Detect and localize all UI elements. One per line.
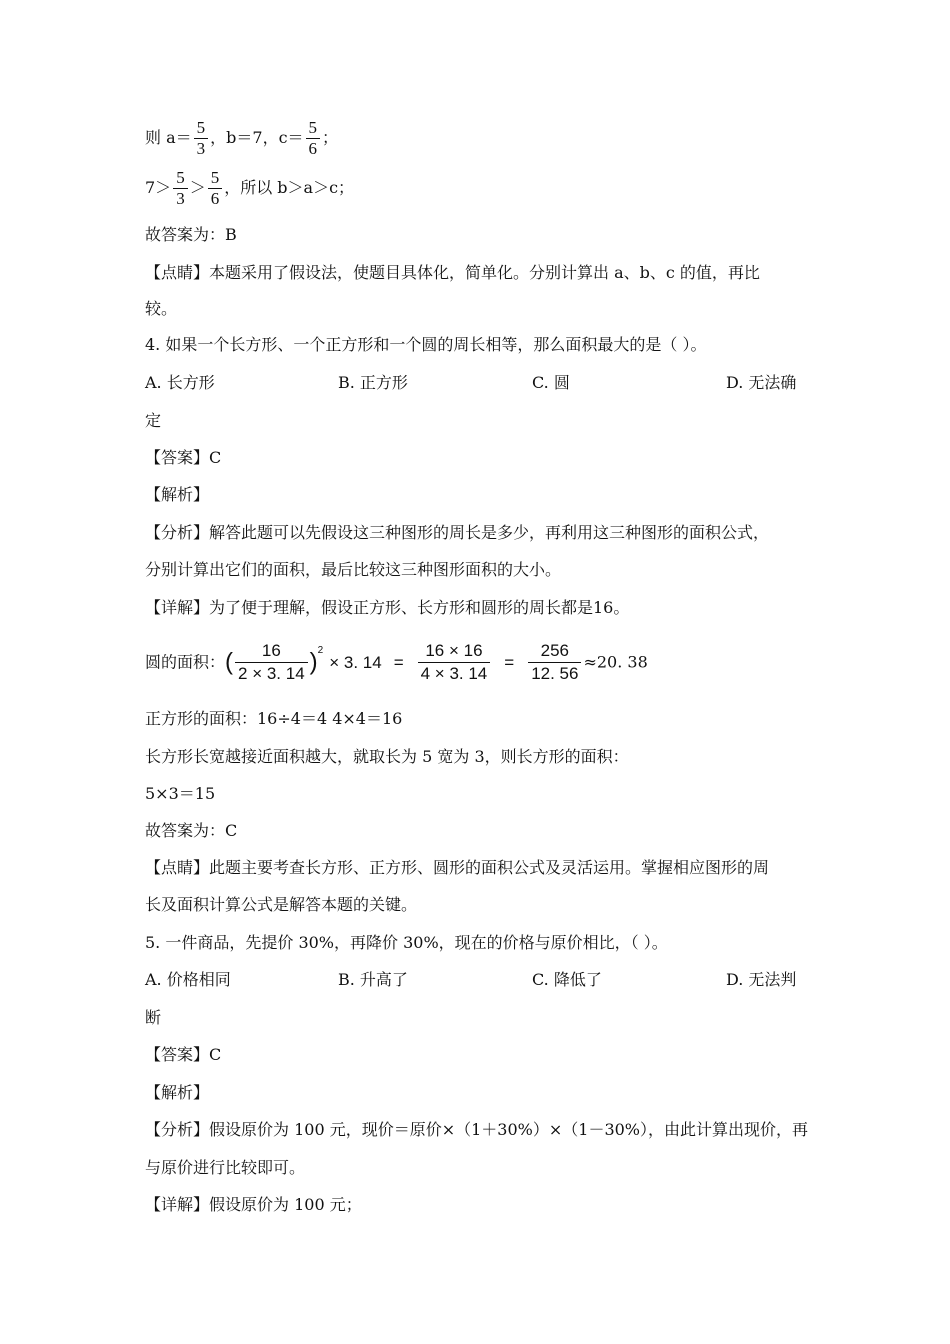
comparison-line [145, 168, 354, 209]
q5-option-b: B. 升高了 [338, 970, 408, 989]
equals: = [504, 652, 515, 672]
rect-area-calc: 5×3＝15 [145, 784, 216, 803]
q5-analysis: 【分析】假设原价为 100 元，现价＝原价×（1＋30%）×（1－30%），由此计算出现价，再 [145, 1120, 809, 1139]
fraction-5-6: $\frac{5}{6}$ [208, 168, 223, 209]
fraction-16x16-over-4pi: $\frac{16 \times 16}{4 \times 3. 14}$ [418, 640, 491, 685]
note-line: 【点睛】本题采用了假设法，使题目具体化，简单化。分别计算出 a、b、c 的值，再比 [145, 263, 760, 282]
approx-result: ≈20. 38 [583, 652, 648, 672]
question-4: 4. 如果一个长方形、一个正方形和一个圆的周长相等，那么面积最大的是（ ）。 [145, 335, 707, 354]
text: ＞ [189, 178, 206, 197]
square-area: 正方形的面积：16÷4＝4 4×4＝16 [145, 709, 403, 728]
times-pi: × 3. 14 [329, 652, 382, 672]
fraction-c: $\frac{5}{6}$ [306, 118, 321, 159]
open-paren: ( [225, 648, 234, 676]
text: ，b＝7，c＝ [210, 128, 304, 147]
q4-answer: 【答案】C [145, 448, 222, 467]
text: ，所以 b＞a＞c； [224, 178, 355, 197]
q5-option-a: A. 价格相同 [145, 970, 231, 989]
fraction-a: $\frac{5}{3}$ [194, 118, 209, 159]
text: ； [322, 128, 339, 147]
q5-analysis: 与原价进行比较即可。 [145, 1158, 306, 1177]
q4-note: 【点睛】此题主要考查长方形、正方形、圆形的面积公式及灵活运用。掌握相应图形的周 [145, 858, 770, 877]
fraction-16-over-2pi: $\frac{16}{2 \times 3. 14}$ [235, 640, 308, 685]
answer-line: 故答案为：B [145, 225, 237, 244]
q5-option-d: D. 无法判 [726, 970, 797, 989]
circle-area-formula [145, 638, 648, 687]
q5-option-c: C. 降低了 [532, 970, 602, 989]
q5-answer: 【答案】C [145, 1045, 222, 1064]
q5-analysis-head: 【解析】 [145, 1083, 210, 1102]
q4-option-c: C. 圆 [532, 373, 570, 392]
q5-option-wrap: 断 [145, 1008, 162, 1027]
equals: = [393, 652, 404, 672]
text: 则 a＝ [145, 128, 192, 147]
text: 7＞ [145, 178, 172, 197]
q4-option-wrap: 定 [145, 411, 162, 430]
formula-label: 圆的面积： [145, 652, 226, 672]
exponent: 2 [317, 644, 324, 656]
q4-detail: 【详解】为了便于理解，假设正方形、长方形和圆形的周长都是16。 [145, 598, 630, 617]
q4-analysis-head: 【解析】 [145, 485, 210, 504]
q4-final-answer: 故答案为：C [145, 821, 238, 840]
q5-detail: 【详解】假设原价为 100 元； [145, 1195, 362, 1214]
q4-note: 长及面积计算公式是解答本题的关键。 [145, 895, 418, 914]
q4-analysis: 分别计算出它们的面积，最后比较这三种图形面积的大小。 [145, 560, 562, 579]
close-paren: ) [309, 648, 318, 676]
fraction-256-over-1256: $\frac{256}{12. 56}$ [528, 640, 581, 685]
note-line: 较。 [145, 299, 178, 318]
q4-option-d: D. 无法确 [726, 373, 797, 392]
rect-area: 长方形长宽越接近面积越大，就取长为 5 宽为 3，则长方形的面积： [145, 747, 629, 766]
values-line [145, 118, 338, 159]
q4-option-a: A. 长方形 [145, 373, 215, 392]
question-5: 5. 一件商品，先提价 30%，再降价 30%，现在的价格与原价相比，（ ）。 [145, 933, 668, 952]
q4-analysis: 【分析】解答此题可以先假设这三种图形的周长是多少，再利用这三种图形的面积公式， [145, 523, 770, 542]
fraction-5-3: $\frac{5}{3}$ [173, 168, 188, 209]
q4-option-b: B. 正方形 [338, 373, 408, 392]
